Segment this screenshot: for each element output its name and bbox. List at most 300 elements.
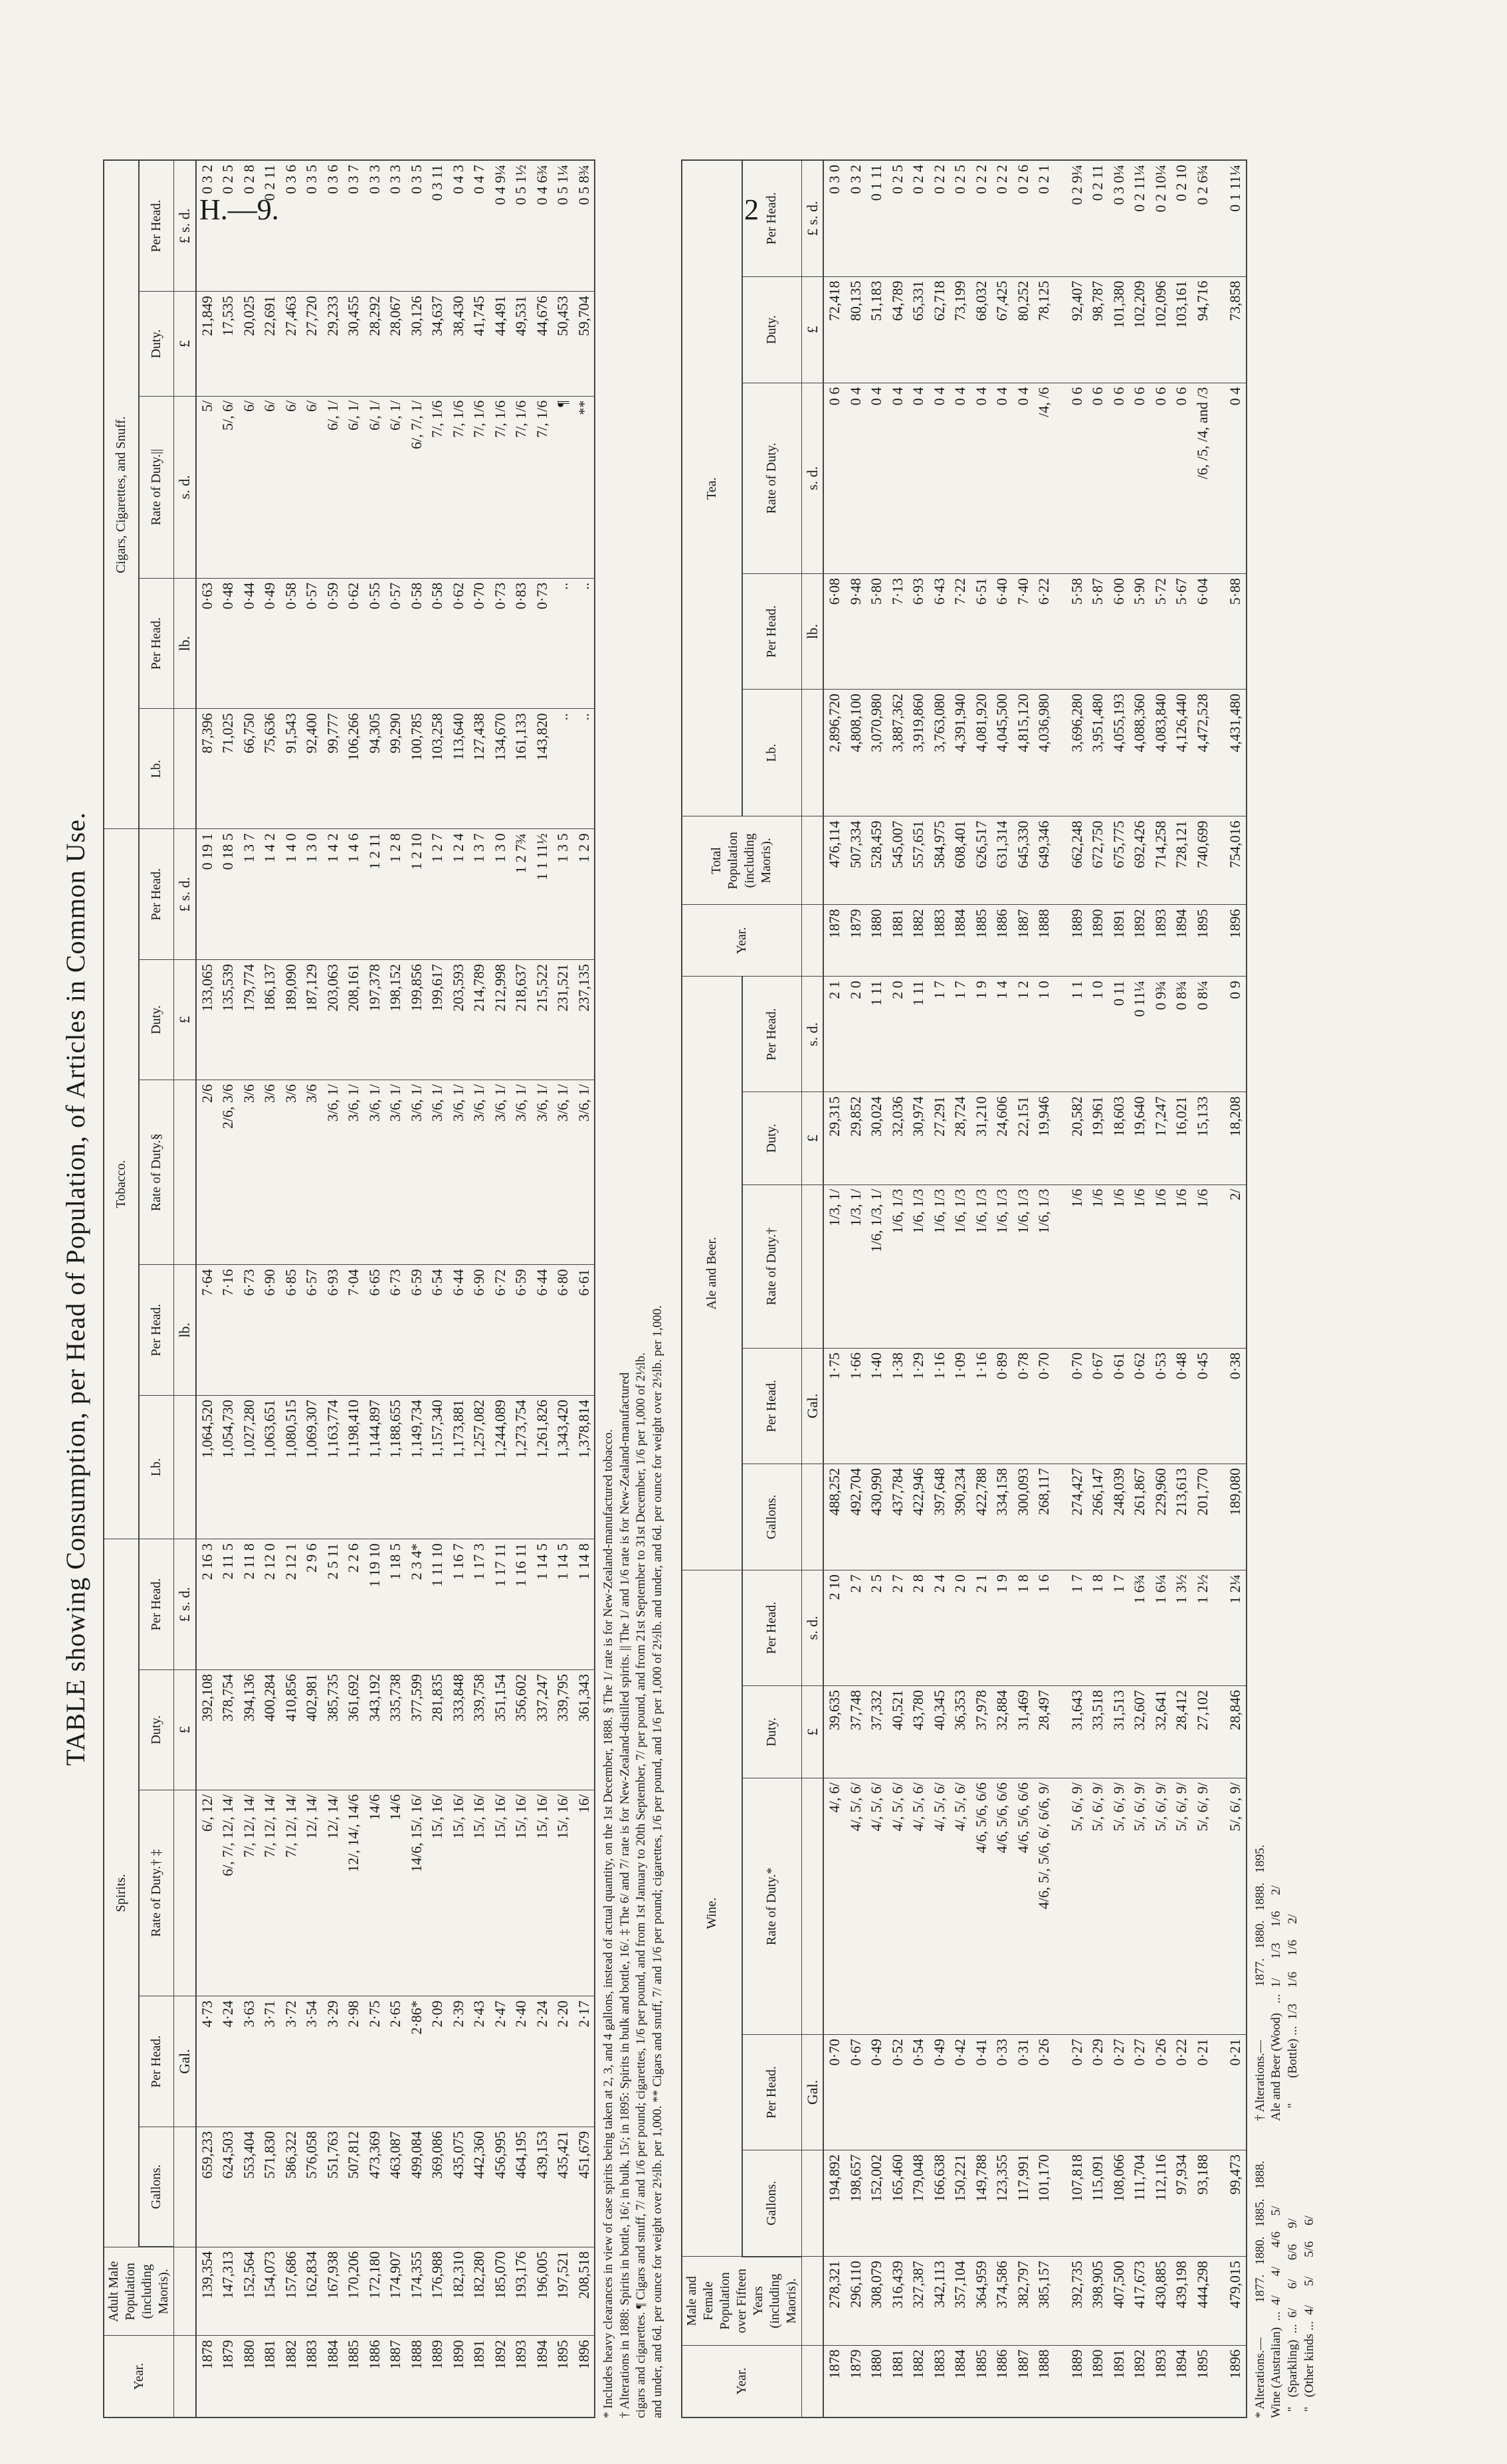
table-cell: 0 2 2	[929, 160, 950, 276]
table-row	[280, 160, 302, 2417]
table-cell: 203,593	[448, 960, 469, 1080]
table-cell: 0·53	[1150, 1348, 1171, 1464]
table-cell: 0·67	[1087, 1348, 1108, 1464]
table-cell: 6·90	[468, 1265, 490, 1396]
table-cell: 0 3 7	[343, 160, 364, 292]
table-cell: 1/6	[1192, 1185, 1213, 1348]
table-cell: 1893	[1150, 905, 1171, 977]
table-cell: 154,073	[259, 2247, 280, 2336]
table-cell: 0 6	[1150, 383, 1171, 573]
table-cell: 488,252	[823, 1464, 845, 1570]
page-header-label: H.—9.	[199, 193, 279, 226]
table-cell: 203,063	[322, 960, 344, 1080]
table-cell: 0 5 1¼	[552, 160, 573, 292]
table-cell: 1,149,734	[406, 1396, 427, 1539]
table-cell: 4·73	[196, 1996, 218, 2127]
table-cell: 335,738	[385, 1669, 406, 1790]
table-cell	[1055, 2035, 1066, 2150]
col-header: Rate of Duty.† ‡	[139, 1790, 173, 1996]
table-cell: 172,180	[364, 2247, 385, 2336]
table-cell: 0·61	[1108, 1348, 1130, 1464]
group-header-tobacco: Tobacco.	[104, 829, 139, 1539]
table-cell: 127,438	[468, 709, 490, 829]
wine-beer-tea-table	[681, 159, 1247, 2418]
table-cell: 6/, 1/	[364, 396, 385, 578]
table-cell: 31,469	[1013, 1685, 1034, 1778]
table-cell: 166,638	[929, 2150, 950, 2257]
col-header: Per Head.	[139, 1539, 173, 1670]
table-cell: 1882	[908, 2345, 929, 2417]
table-cell: 31,210	[971, 1092, 992, 1185]
table-cell: 1,054,730	[217, 1396, 239, 1539]
table-cell: 2/	[1225, 1185, 1247, 1348]
table-cell: 189,090	[280, 960, 302, 1080]
table-cell: 1881	[259, 2336, 280, 2417]
table-cell	[1055, 1185, 1066, 1348]
table-row	[971, 160, 992, 2417]
table-cell: 3/6, 1/	[427, 1080, 448, 1264]
table-cell: 662,248	[1066, 816, 1088, 905]
table-cell: 92,400	[301, 709, 322, 829]
table-cell: 1/3, 1/	[823, 1185, 845, 1348]
table-cell: 0 1 11	[866, 160, 887, 276]
unit-label	[174, 2127, 196, 2247]
table-cell: 176,988	[427, 2247, 448, 2336]
table-cell	[1055, 383, 1066, 573]
table-row	[845, 160, 866, 2417]
table-cell: 28,412	[1171, 1685, 1192, 1778]
table-cell	[1213, 905, 1225, 977]
table-cell: 3/6, 1/	[573, 1080, 595, 1264]
table-cell: 0·58	[280, 578, 302, 709]
col-header: Per Head.	[742, 574, 802, 690]
table-cell: 437,784	[887, 1464, 908, 1570]
table-cell: 201,770	[1192, 1464, 1213, 1570]
col-header: Gallons.	[742, 2150, 802, 2257]
table-row	[1129, 160, 1150, 2417]
table-cell: 16/	[573, 1790, 595, 1996]
wine-alterations: * Alterations.— 1877. 1880. 1885. 1888. Wine (Australian) ... 4/ 4/ 4/6 5/ " (Sparkling) ... 6/ 6/ 6/6 9/ " (Other kinds ... 4/ 5/ 5/6 6/	[1253, 2160, 1316, 2418]
table-cell: 1886	[364, 2336, 385, 2417]
table-cell: 1/6, 1/3	[908, 1185, 929, 1348]
table-cell: 2·09	[427, 1996, 448, 2127]
table-cell: 71,025	[217, 709, 239, 829]
table-cell: 1·38	[887, 1348, 908, 1464]
table-cell: 32,884	[991, 1685, 1013, 1778]
table-cell: 2,896,720	[823, 690, 845, 816]
table-cell: 2 4	[929, 1570, 950, 1685]
table-cell: 1/6, 1/3, 1/	[866, 1185, 887, 1348]
table-cell: 492,704	[845, 1464, 866, 1570]
table-cell: 740,699	[1192, 816, 1213, 905]
table-cell: 150,221	[950, 2150, 971, 2257]
table-cell: 274,427	[1066, 1464, 1088, 1570]
table-cell: 0·49	[259, 578, 280, 709]
table-cell: 0·57	[301, 578, 322, 709]
table-cell: 1 8	[1013, 1570, 1034, 1685]
table-cell: 117,991	[1013, 2150, 1034, 2257]
table-row	[468, 160, 490, 2417]
col-header-population-over-fifteen: Male and Female Population over Fifteen Years (including Maoris).	[682, 2257, 802, 2346]
unit-label	[801, 690, 823, 816]
unit-label: Gal.	[801, 2035, 823, 2150]
table-cell: 0·33	[991, 2035, 1013, 2150]
table-cell: 101,170	[1033, 2150, 1055, 2257]
table-cell: 6·04	[1192, 574, 1213, 690]
table-cell: 1890	[1087, 905, 1108, 977]
table-cell	[1213, 383, 1225, 573]
table-cell	[1213, 1570, 1225, 1685]
table-row	[887, 160, 908, 2417]
unit-label	[174, 2247, 196, 2336]
table-cell: 0 2 2	[991, 160, 1013, 276]
table-cell: 0·83	[510, 578, 532, 709]
table-cell: 2·47	[490, 1996, 511, 2127]
table-row	[217, 160, 239, 2417]
table-cell: 2 0	[887, 977, 908, 1092]
table-cell: 5/, 6/, 9/	[1171, 1778, 1192, 2035]
table-cell: 3,070,980	[866, 690, 887, 816]
table-cell: 1 14 5	[532, 1539, 553, 1670]
table1-subheader-row	[139, 160, 173, 2417]
table-cell: 112,116	[1150, 2150, 1171, 2257]
table-cell: 334,158	[991, 1464, 1013, 1570]
table-cell: 6/	[259, 396, 280, 578]
table-row	[385, 160, 406, 2417]
table-cell: 1 2 9	[573, 829, 595, 960]
table-cell	[1055, 1348, 1066, 1464]
table-cell: 3·54	[301, 1996, 322, 2127]
col-header: Rate of Duty.†	[742, 1185, 802, 1348]
table-cell: 229,960	[1150, 1464, 1171, 1570]
table-cell: 0·49	[866, 2035, 887, 2150]
table-cell: 28,846	[1225, 1685, 1247, 1778]
table-cell: 1,080,515	[280, 1396, 302, 1539]
table-cell	[1213, 2035, 1225, 2150]
unit-label: Gal.	[801, 1348, 823, 1464]
table-cell: 27,720	[301, 292, 322, 396]
table-cell: 1895	[552, 2336, 573, 2417]
table-cell: 1 18 5	[385, 1539, 406, 1670]
table-cell: 0 4	[887, 383, 908, 573]
table-cell: 0 2 11	[259, 160, 280, 292]
table-cell: 161,133	[510, 709, 532, 829]
table-cell: 5/, 6/, 9/	[1066, 1778, 1088, 2035]
table-cell: 3/6, 1/	[406, 1080, 427, 1264]
table-cell: 1887	[1013, 2345, 1034, 2417]
col-header: Duty.	[139, 1669, 173, 1790]
table-row	[1213, 160, 1225, 2417]
table-cell	[1055, 2345, 1066, 2417]
table-cell: 27,102	[1192, 1685, 1213, 1778]
unit-label	[174, 1790, 196, 1996]
table-cell: 7/, 12/, 14/	[280, 1790, 302, 1996]
table-cell: 0·78	[1013, 1348, 1034, 1464]
table-cell: 5·90	[1129, 574, 1150, 690]
unit-label	[801, 1464, 823, 1570]
unit-label: £ s. d.	[174, 1539, 196, 1670]
table-cell: 4,088,360	[1129, 690, 1150, 816]
table-cell: 576,058	[301, 2127, 322, 2247]
beer-alterations: † Alterations.— 1877. 1880. 1888. 1895. Ale and Beer (Wood) ... 1/ 1/3 1/6 2/ " (Bottle) ... 1/3 1/6 1/6 2/	[1253, 1844, 1300, 2121]
table-cell: 1 2¼	[1225, 1570, 1247, 1685]
table-cell: 15/, 16/	[552, 1790, 573, 1996]
table-cell: 0 2 4	[908, 160, 929, 276]
table-cell: 6·93	[322, 1265, 344, 1396]
table-cell: 1/6	[1108, 1185, 1130, 1348]
table1-body	[196, 160, 595, 2417]
table-cell: 102,096	[1150, 276, 1171, 383]
table-cell: 0 6	[1129, 383, 1150, 573]
table-row	[343, 160, 364, 2417]
table-cell: 0·26	[1150, 2035, 1171, 2150]
table-cell: 0 6	[1066, 383, 1088, 573]
table-cell: 237,135	[573, 960, 595, 1080]
unit-label	[174, 1080, 196, 1264]
table-cell	[1213, 2150, 1225, 2257]
table-cell: 3/6, 1/	[364, 1080, 385, 1264]
table-cell: 7/, 1/6	[468, 396, 490, 578]
table-cell: 0·38	[1225, 1348, 1247, 1464]
table-cell: 108,066	[1108, 2150, 1130, 2257]
table-cell: 1 16 11	[510, 1539, 532, 1670]
table-cell: 19,640	[1129, 1092, 1150, 1185]
table-cell: 0 9¾	[1150, 977, 1171, 1092]
table-cell: 1882	[280, 2336, 302, 2417]
table-cell: 1 11 10	[427, 1539, 448, 1670]
table-cell: 152,002	[866, 2150, 887, 2257]
table-cell: 2 2 6	[343, 1539, 364, 1670]
table-cell: 0·27	[1129, 2035, 1150, 2150]
table-cell: 40,345	[929, 1685, 950, 1778]
table2-body	[823, 160, 1247, 2417]
table-cell: 343,192	[364, 1669, 385, 1790]
table-row	[1108, 160, 1130, 2417]
table-row	[301, 160, 322, 2417]
table-cell: 7/, 1/6	[427, 396, 448, 578]
table-cell	[1213, 160, 1225, 276]
table-cell: 0 4	[929, 383, 950, 573]
table-cell: 91,543	[280, 709, 302, 829]
table1-units-row	[174, 160, 196, 2417]
table-cell: 0 3 11	[427, 160, 448, 292]
table-cell: 6·22	[1033, 574, 1055, 690]
table-cell: 3/6, 1/	[385, 1080, 406, 1264]
table-cell: 0 2 8	[239, 160, 260, 292]
table-cell: 444,298	[1192, 2257, 1213, 2346]
table-cell: 1 16 7	[448, 1539, 469, 1670]
table-cell: 15/, 16/	[448, 1790, 469, 1996]
table-cell: 0 4 7	[468, 160, 490, 292]
table-cell: 0·59	[322, 578, 344, 709]
table-row	[448, 160, 469, 2417]
table-cell: 5/, 6/, 9/	[1129, 1778, 1150, 2035]
table-cell: 1,069,307	[301, 1396, 322, 1539]
table-cell: 361,343	[573, 1669, 595, 1790]
table-cell: 0·26	[1033, 2035, 1055, 2150]
table-cell: 0 3 5	[406, 160, 427, 292]
table-cell: 1880	[239, 2336, 260, 2417]
table-cell: 28,497	[1033, 1685, 1055, 1778]
unit-label: Gal.	[174, 1996, 196, 2127]
table-cell: 1890	[448, 2336, 469, 2417]
table-cell	[1055, 2257, 1066, 2346]
table-cell: 4,808,100	[845, 690, 866, 816]
table-cell: 268,117	[1033, 1464, 1055, 1570]
table-cell: 6·90	[259, 1265, 280, 1396]
table-cell: 499,084	[406, 2127, 427, 2247]
table-cell: 0 3 6	[322, 160, 344, 292]
table-cell: 1/6	[1150, 1185, 1171, 1348]
table-cell: 3/6	[301, 1080, 322, 1264]
table-cell: 21,849	[196, 292, 218, 396]
table-cell: 0·48	[1171, 1348, 1192, 1464]
table-cell	[1055, 905, 1066, 977]
table-cell: 1·29	[908, 1348, 929, 1464]
table-cell: 143,820	[532, 709, 553, 829]
table-cell: 1/6, 1/3	[1033, 1185, 1055, 1348]
table-cell: 0·58	[427, 578, 448, 709]
table-cell: 1887	[385, 2336, 406, 2417]
table-cell: 22,691	[259, 292, 280, 396]
table-cell: 6·80	[552, 1265, 573, 1396]
table-cell: 0 2 2	[971, 160, 992, 276]
table-cell: 59,704	[573, 292, 595, 396]
table-cell: 0 4	[908, 383, 929, 573]
table-cell: 410,856	[280, 1669, 302, 1790]
table-cell: 0 4	[971, 383, 992, 573]
footnote-line: † Alterations in 1888: Spirits in bottle, 16/; in bulk, 15/; in 1895: Spirits in bulk and bottle, 16/. ‡ The 6/ and 7/ rate is for New-Zealand-distilled spirits. || The 1/ and 1/6 rate is for New-Zealand-manufactured	[617, 1372, 632, 2418]
table-cell	[1055, 816, 1066, 905]
table-cell: 7·04	[343, 1265, 364, 1396]
table-cell: 30,126	[406, 292, 427, 396]
table-cell: 1888	[1033, 2345, 1055, 2417]
table-cell: 1 3 7	[239, 829, 260, 960]
rotated-page-body	[60, 159, 1429, 2418]
table-cell: 6/, 1/	[343, 396, 364, 578]
table-cell: 6/, 7/, 1/	[406, 396, 427, 578]
table-cell: 463,087	[385, 2127, 406, 2247]
table-cell: 179,774	[239, 960, 260, 1080]
table-cell: 32,036	[887, 1092, 908, 1185]
table-cell: 32,641	[1150, 1685, 1171, 1778]
table-cell	[1055, 1778, 1066, 2035]
table-cell: 0 2 10	[1171, 160, 1192, 276]
table-cell: 0 5 8¾	[573, 160, 595, 292]
table-cell: 14/6, 15/, 16/	[406, 1790, 427, 1996]
table-cell: 0 4	[950, 383, 971, 573]
table-cell: 6·43	[929, 574, 950, 690]
table-cell: 3,951,480	[1087, 690, 1108, 816]
table-cell: 1894	[1171, 2345, 1192, 2417]
table-cell: 0 9	[1225, 977, 1247, 1092]
table-cell: /4, /6	[1033, 383, 1055, 573]
table-cell: 31,643	[1066, 1685, 1088, 1778]
table-row	[364, 160, 385, 2417]
table-cell: 75,636	[259, 709, 280, 829]
table-cell: 1/6, 1/3	[991, 1185, 1013, 1348]
table-cell: 1896	[573, 2336, 595, 2417]
table-cell: 0·31	[1013, 2035, 1034, 2150]
table-cell: 584,975	[929, 816, 950, 905]
col-header: Gallons.	[742, 1464, 802, 1570]
table-cell: 65,331	[908, 276, 929, 383]
table-cell: 1893	[1150, 2345, 1171, 2417]
table-cell: 4,472,528	[1192, 690, 1213, 816]
table-cell	[1055, 1092, 1066, 1185]
table-cell: 0·73	[490, 578, 511, 709]
table-cell: 49,531	[510, 292, 532, 396]
table-cell: 351,154	[490, 1669, 511, 1790]
table-cell: 0·44	[239, 578, 260, 709]
table-cell: 0 4	[1225, 383, 1247, 573]
table-cell: 27,291	[929, 1092, 950, 1185]
table-cell: 1896	[1225, 2345, 1247, 2417]
table-cell: 97,934	[1171, 2150, 1192, 2257]
table-cell	[1213, 977, 1225, 1092]
table-cell: 87,396	[196, 709, 218, 829]
unit-label: lb.	[174, 1265, 196, 1396]
table-cell: 0·62	[343, 578, 364, 709]
table-cell: 4/, 5/, 6/	[929, 1778, 950, 2035]
table-cell: 0 3 6	[280, 160, 302, 292]
col-header-total-population: Total Population (including Maoris).	[682, 816, 802, 905]
table-cell: 3,763,080	[929, 690, 950, 816]
table-cell: 123,355	[991, 2150, 1013, 2257]
table-cell: 3/6, 1/	[468, 1080, 490, 1264]
table-cell: 1 9	[991, 1570, 1013, 1685]
table-cell: 6·54	[427, 1265, 448, 1396]
table-cell: 37,332	[866, 1685, 887, 1778]
table-cell: 6·44	[448, 1265, 469, 1396]
table-cell: 1/6, 1/3	[929, 1185, 950, 1348]
table-cell: 1,273,754	[510, 1396, 532, 1539]
table-row	[573, 160, 595, 2417]
table-cell: 2 8	[908, 1570, 929, 1685]
table-cell: 402,981	[301, 1669, 322, 1790]
table-cell: 1 2	[1013, 977, 1034, 1092]
table-cell: 1879	[217, 2336, 239, 2417]
table-cell: 296,110	[845, 2257, 866, 2346]
table-cell: 342,113	[929, 2257, 950, 2346]
table-row	[532, 160, 553, 2417]
table-cell: 0 11	[1108, 977, 1130, 1092]
footnote-line: and under, and 6d. per ounce for weight over 2½lb. per 1,000. ** Cigars and snuff, 7/ and 1/6 per pound; cigarettes, 1/6 per pound, and 1/6 per 1,000 of 2½lb. and under, and 6d. per ounce for weight over 2½lb. per 1,000.	[651, 1305, 665, 2418]
table-cell: 93,188	[1192, 2150, 1213, 2257]
table-cell: 672,750	[1087, 816, 1108, 905]
table-cell: 6·51	[971, 574, 992, 690]
table-cell: 1,064,520	[196, 1396, 218, 1539]
table-row	[1225, 160, 1247, 2417]
table-cell: 1891	[468, 2336, 490, 2417]
table1-footnotes	[601, 159, 666, 2418]
spirits-tobacco-cigars-table	[103, 159, 595, 2418]
table-cell: 2/6, 3/6	[217, 1080, 239, 1264]
table-cell: 507,812	[343, 2127, 364, 2247]
table-cell: 12/, 14/	[301, 1790, 322, 1996]
table-cell: 1·75	[823, 1348, 845, 1464]
table-cell: 40,521	[887, 1685, 908, 1778]
table-cell: 0 2 6¾	[1192, 160, 1213, 276]
table-cell: 1887	[1013, 905, 1034, 977]
table-cell: 1896	[1225, 905, 1247, 977]
table-cell: 281,835	[427, 1669, 448, 1790]
table-cell: 6·59	[406, 1265, 427, 1396]
table-cell: 133,065	[196, 960, 218, 1080]
table-cell: 214,789	[468, 960, 490, 1080]
table-cell: 1 2½	[1192, 1570, 1213, 1685]
table-cell: 31,513	[1108, 1685, 1130, 1778]
